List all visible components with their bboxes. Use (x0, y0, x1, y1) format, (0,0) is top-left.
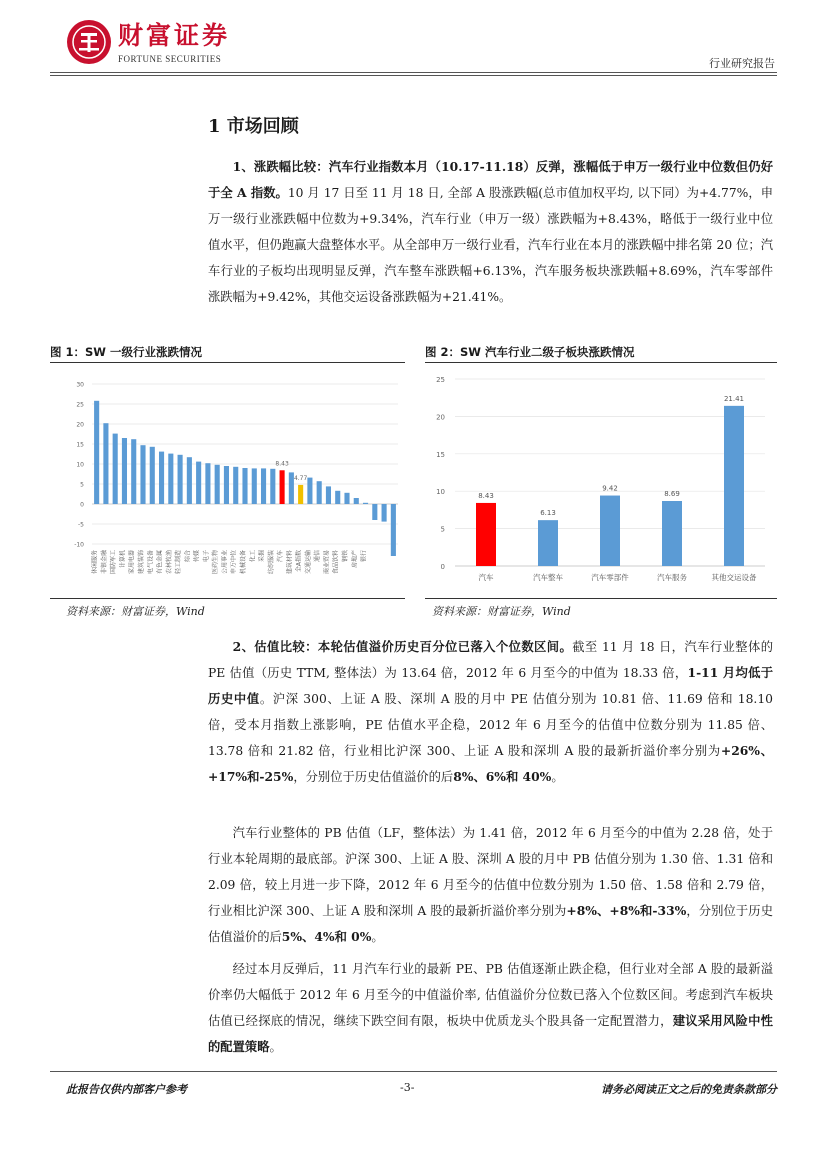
x-tick-label: 有色金属 (156, 550, 164, 575)
x-tick-label: 通信 (314, 550, 322, 563)
paragraph-3 (208, 820, 773, 950)
bar (159, 452, 164, 504)
bar (382, 504, 387, 522)
bar (233, 467, 238, 504)
data-label: 6.13 (540, 509, 556, 518)
figure1-source: 资料来源：财富证券，Wind (66, 605, 205, 618)
p2-bold-lead: 2、估值比较：本轮估值溢价历史百分位已落入个位数区间。 (232, 639, 573, 654)
bar (261, 468, 266, 504)
figure2-bottom-line (425, 598, 777, 599)
x-tick-label: 汽车整车 (533, 573, 563, 582)
x-tick-label: 化工 (249, 550, 257, 563)
p2-text-4: 。 (551, 770, 564, 784)
bar (317, 481, 322, 504)
x-tick-label: 轻工制造 (175, 550, 183, 575)
bar (178, 455, 183, 504)
bar (205, 463, 210, 504)
data-label: 8.69 (664, 489, 680, 498)
y-tick-label: 0 (80, 501, 84, 509)
x-tick-label: 传媒 (193, 550, 201, 563)
x-tick-label: 家用电器 (128, 550, 136, 575)
y-tick-label: 5 (440, 525, 445, 534)
y-tick-label: 0 (440, 563, 445, 571)
page-number: -3- (400, 1081, 415, 1094)
p3-bold-2: 5%、4%和 0% (281, 929, 372, 944)
bar (372, 504, 377, 520)
y-tick-label: 25 (436, 376, 445, 384)
footer-disclaimer-right: 请务必阅读正文之后的免责条款部分 (601, 1083, 777, 1096)
figure1-bottom-line (50, 598, 405, 599)
bar (538, 520, 558, 566)
x-tick-label: 银行 (360, 550, 368, 563)
figure2-top-line (425, 362, 777, 363)
x-tick-label: 计算机 (119, 550, 127, 569)
x-tick-label: 非银金融 (100, 550, 108, 575)
y-tick-label: 10 (436, 488, 445, 497)
x-tick-label: 其他交运设备 (711, 573, 757, 582)
data-label: 8.43 (478, 491, 494, 500)
bar (298, 485, 303, 504)
p4-text-1: 经过本月反弹后，11 月汽车行业的最新 PE、PB 估值逐渐止跌企稳，但行业对全部 A 股的最新溢价率仍大幅低于 2012 年 6 月至今的中值溢价率, 估值溢价分位数已落入个位数区间。考虑到汽车板块估值已经探底的情况，继续下跌空间有限，板块中优质龙头个股具备一定配置潜力， (208, 962, 773, 1028)
paragraph-1 (208, 154, 773, 310)
y-tick-label: 5 (80, 481, 84, 489)
paragraph-4 (208, 956, 773, 1060)
x-tick-label: 采掘 (258, 550, 266, 563)
p2-bold-1: 1-11 月均低于历史中值 (208, 665, 774, 706)
bar (140, 445, 145, 504)
y-tick-label: 25 (76, 401, 84, 409)
p1-bold-lead: 1、涨跌幅比较：汽车行业指数本月（10.17-11.18）反弹，涨幅低于申万一级行业中位数但仍好于全 A 指数。 (208, 159, 773, 200)
x-tick-label: 商业贸易 (323, 550, 331, 575)
p3-text-2: ，分别位于历史估值溢价的后 (208, 904, 773, 944)
figure2-title: 图 2：SW 汽车行业二级子板块涨跌情况 (425, 345, 635, 359)
figure1-title: 图 1：SW 一级行业涨跌情况 (50, 345, 202, 359)
x-tick-label: 钢铁 (342, 550, 349, 563)
company-logo-icon (67, 20, 111, 64)
x-tick-label: 食品饮料 (332, 550, 340, 575)
bar (187, 457, 192, 504)
figure2-chart (425, 366, 777, 596)
y-tick-label: 20 (76, 421, 84, 429)
document-type: 行业研究报告 (709, 57, 775, 70)
figure1-top-line (50, 362, 405, 363)
p3-text-1: 汽车行业整体的 PB 估值（LF，整体法）为 1.41 倍，2012 年 6 月至今的中值为 2.28 倍，处于行业本轮周期的最底部。沪深 300、上证 A 股、深圳 A 股的月中 PB 估值分别为 1.30 倍、1.31 倍和 2.09 倍，较上月进一步下降，2012 年 6 月至今的估值中位数分别为 1.50 倍、1.58 倍和 2.79 倍，行业相比沪深 300、上证 A 股和深圳 A 股的最新折溢价率分别为 (208, 826, 773, 918)
section-title: 1 市场回顾 (208, 116, 299, 137)
bar (131, 439, 136, 504)
p2-text-2: 。沪深 300、上证 A 股、深圳 A 股的月中 PE 估值分别为 10.81 倍、11.69 倍和 18.10 倍，受本月指数上涨影响，PE 估值水平企稳，2012 年 6 月至今的估值中位数分别为 11.85 倍、13.78 倍和 21.82 倍，行业相比沪深 300、上证 A 股和深圳 A 股的最新折溢价率分别为 (208, 692, 773, 758)
y-tick-label: -5 (78, 521, 84, 529)
y-tick-label: 20 (436, 413, 445, 422)
x-tick-label: 综合 (184, 550, 192, 563)
bar (224, 466, 229, 504)
bar (335, 491, 340, 504)
footer-disclaimer-left: 此报告仅供内部客户参考 (66, 1083, 187, 1096)
p2-bold-2: +26%、+17%和-25% (208, 743, 773, 784)
bar (168, 454, 173, 504)
x-tick-label: 农林牧渔 (165, 550, 173, 575)
figure1-chart (50, 366, 405, 596)
bar (122, 438, 127, 504)
bar (280, 470, 285, 504)
x-tick-label: 全A指数 (295, 550, 303, 573)
x-tick-label: 房地产 (351, 550, 359, 569)
paragraph-2 (208, 634, 773, 790)
bar (196, 462, 201, 504)
x-tick-label: 建筑材料 (286, 550, 294, 575)
bar (113, 434, 118, 504)
p3-bold-1: +8%、+8%和-33% (566, 903, 687, 918)
data-label: 4.77 (293, 474, 308, 482)
p4-text-2: 。 (269, 1040, 282, 1054)
x-tick-label: 纺织服装 (267, 550, 275, 575)
data-label: 9.42 (602, 484, 618, 493)
bar (662, 501, 682, 566)
y-tick-label: 15 (436, 450, 445, 459)
x-tick-label: 汽车 (277, 550, 285, 563)
bar (103, 423, 108, 504)
bar (326, 486, 331, 504)
x-tick-label: 汽车零部件 (591, 573, 629, 582)
bar (270, 469, 275, 504)
x-tick-label: 电子 (202, 550, 210, 563)
x-tick-label: 交通运输 (304, 550, 312, 575)
figure2-source: 资料来源：财富证券，Wind (432, 605, 571, 618)
footer-divider (50, 1071, 777, 1072)
bar (252, 468, 257, 504)
x-tick-label: 汽车 (478, 573, 494, 582)
bar (724, 406, 744, 566)
data-label: 8.43 (275, 460, 289, 468)
x-tick-label: 机械设备 (240, 550, 247, 575)
y-tick-label: 15 (76, 441, 84, 449)
bar (391, 504, 396, 556)
p4-bold-1: 建议采用风险中性的配置策略 (208, 1013, 773, 1054)
y-tick-label: 30 (76, 381, 84, 389)
x-tick-label: 公用事业 (221, 550, 229, 575)
x-tick-label: 申万中位 (230, 550, 238, 575)
x-tick-label: 医药生物 (212, 550, 220, 575)
bar (94, 401, 99, 504)
x-tick-label: 电气设备 (147, 550, 155, 575)
bar (476, 503, 496, 566)
header-divider-thin (50, 75, 777, 76)
p2-bold-3: 8%、6%和 40% (453, 769, 552, 784)
bar (215, 465, 220, 504)
bar (363, 503, 368, 504)
bar (307, 478, 312, 504)
y-tick-label: 10 (76, 461, 84, 469)
x-tick-label: 汽车服务 (657, 573, 687, 582)
header-divider (50, 72, 777, 73)
x-tick-label: 建筑装饰 (138, 550, 145, 575)
data-label: 21.41 (723, 394, 745, 403)
p2-text-1: 截至 11 月 18 日，汽车行业整体的 PE 估值（历史 TTM, 整体法）为 13.64 倍，2012 年 6 月至今的中值为 18.33 倍， (208, 640, 773, 680)
p1-text: 10 月 17 日至 11 月 18 日, 全部 A 股涨跌幅(总市值加权平均, 以下同）为+4.77%，申万一级行业涨跌幅中位数为+9.34%，汽车行业（申万一级）涨跌幅为+8.43%，略低于一级行业中位值水平，但仍跑赢大盘整体水平。从全部申万一级行业看，汽车行业在本月的涨跌幅中排名第 20 位；汽车行业的子板均出现明显反弹，汽车整车涨跌幅+6.13%，汽车服务板块涨跌幅+8.69%，汽车零部件涨跌幅为+9.42%，其他交运设备涨跌幅为+21.41%。 (208, 186, 774, 304)
bar (150, 447, 155, 504)
p3-text-3: 。 (371, 930, 384, 944)
bar (344, 493, 349, 504)
company-name-en: FORTUNE SECURITIES (118, 54, 222, 64)
company-name-cn: 财富证券 (118, 21, 231, 50)
bar (600, 496, 620, 566)
x-tick-label: 休闲服务 (91, 550, 99, 575)
bar (242, 468, 247, 504)
y-tick-label: -10 (74, 541, 84, 549)
bar (354, 498, 359, 504)
p2-text-3: ，分别位于历史估值溢价的后 (293, 770, 454, 784)
x-tick-label: 国防军工 (110, 550, 118, 575)
